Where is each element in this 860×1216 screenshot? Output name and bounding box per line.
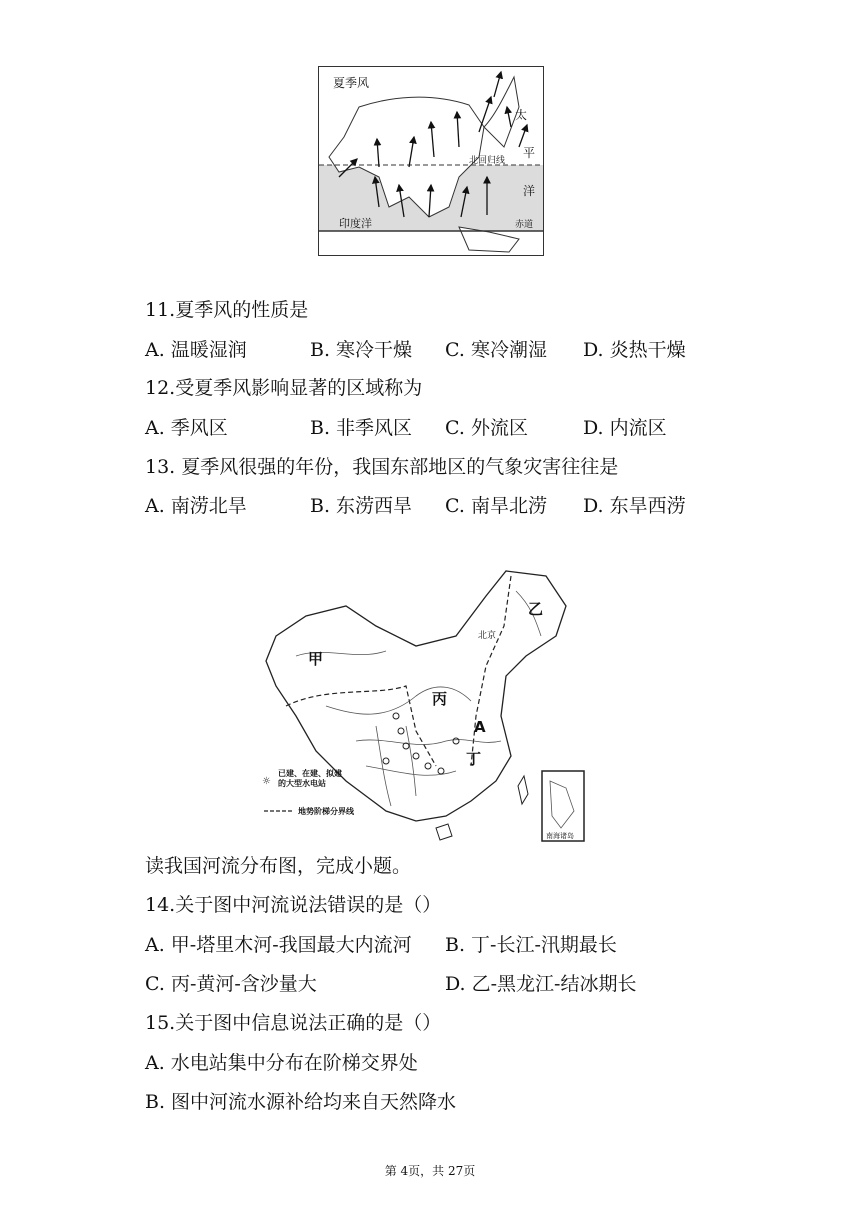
- summer-monsoon-map: [318, 66, 544, 256]
- question-14-stem: 14.关于图中河流说法错误的是（）: [145, 894, 442, 916]
- q11-option-b: B. 寒冷干燥: [310, 339, 413, 361]
- map2-label-ding: 丁: [466, 750, 482, 768]
- page-footer: 第 4页，共 27页: [384, 1164, 476, 1178]
- map1-label-indian: 印度洋: [339, 217, 372, 230]
- question-12-stem: 12.受夏季风影响显著的区域称为: [145, 377, 423, 399]
- map1-label-equator: 赤道: [515, 220, 534, 230]
- q13-option-a: A. 南涝北旱: [145, 495, 247, 517]
- q14-option-d: D. 乙-黑龙江-结冰期长: [445, 973, 637, 995]
- q13-option-c: C. 南旱北涝: [445, 495, 547, 517]
- q13-option-d: D. 东旱西涝: [583, 495, 686, 517]
- q14-option-c: C. 丙-黄河-含沙量大: [145, 973, 317, 995]
- map2-label-bing: 丙: [432, 690, 448, 708]
- q14-option-b: B. 丁-长江-汛期最长: [445, 934, 617, 956]
- q15-option-a: A. 水电站集中分布在阶梯交界处: [145, 1052, 418, 1074]
- q14-option-a: A. 甲-塔里木河-我国最大内流河: [145, 934, 412, 956]
- q15-option-b: B. 图中河流水源补给均来自天然降水: [145, 1091, 457, 1113]
- map1-label-yang: 洋: [523, 184, 536, 198]
- map1-label-ping: 平: [523, 146, 536, 160]
- q11-option-c: C. 寒冷潮湿: [445, 339, 547, 361]
- map1-title: 夏季风: [333, 76, 370, 90]
- question-15-stem: 15.关于图中信息说法正确的是（）: [145, 1012, 442, 1034]
- map1-label-tai: 太: [515, 108, 528, 122]
- q12-option-c: C. 外流区: [445, 417, 528, 439]
- q11-option-d: D. 炎热干燥: [583, 339, 686, 361]
- china-rivers-map: [256, 566, 592, 848]
- map2-label-a: A: [474, 718, 486, 736]
- map2-label-beijing: 北京: [478, 631, 497, 641]
- q12-option-b: B. 非季风区: [310, 417, 413, 439]
- map1-label-tropic: 北回归线: [469, 156, 506, 166]
- map2-inset-label: 南海诸岛: [546, 832, 574, 840]
- legend-station-label: 已建、在建、拟建的大型水电站: [278, 769, 342, 788]
- q12-option-d: D. 内流区: [583, 417, 667, 439]
- q11-option-a: A. 温暖湿润: [145, 339, 247, 361]
- question-13-stem: 13. 夏季风很强的年份，我国东部地区的气象灾害往往是: [145, 456, 619, 478]
- map2-label-yi: 乙: [528, 600, 544, 618]
- q13-option-b: B. 东涝西旱: [310, 495, 413, 517]
- legend-station-icon: ☼: [262, 776, 271, 787]
- passage-intro: 读我国河流分布图，完成小题。: [145, 855, 412, 877]
- map2-label-jia: 甲: [308, 650, 324, 668]
- q12-option-a: A. 季风区: [145, 417, 228, 439]
- question-11-stem: 11.夏季风的性质是: [145, 299, 309, 321]
- legend-boundary-label: 地势阶梯分界线: [298, 807, 354, 816]
